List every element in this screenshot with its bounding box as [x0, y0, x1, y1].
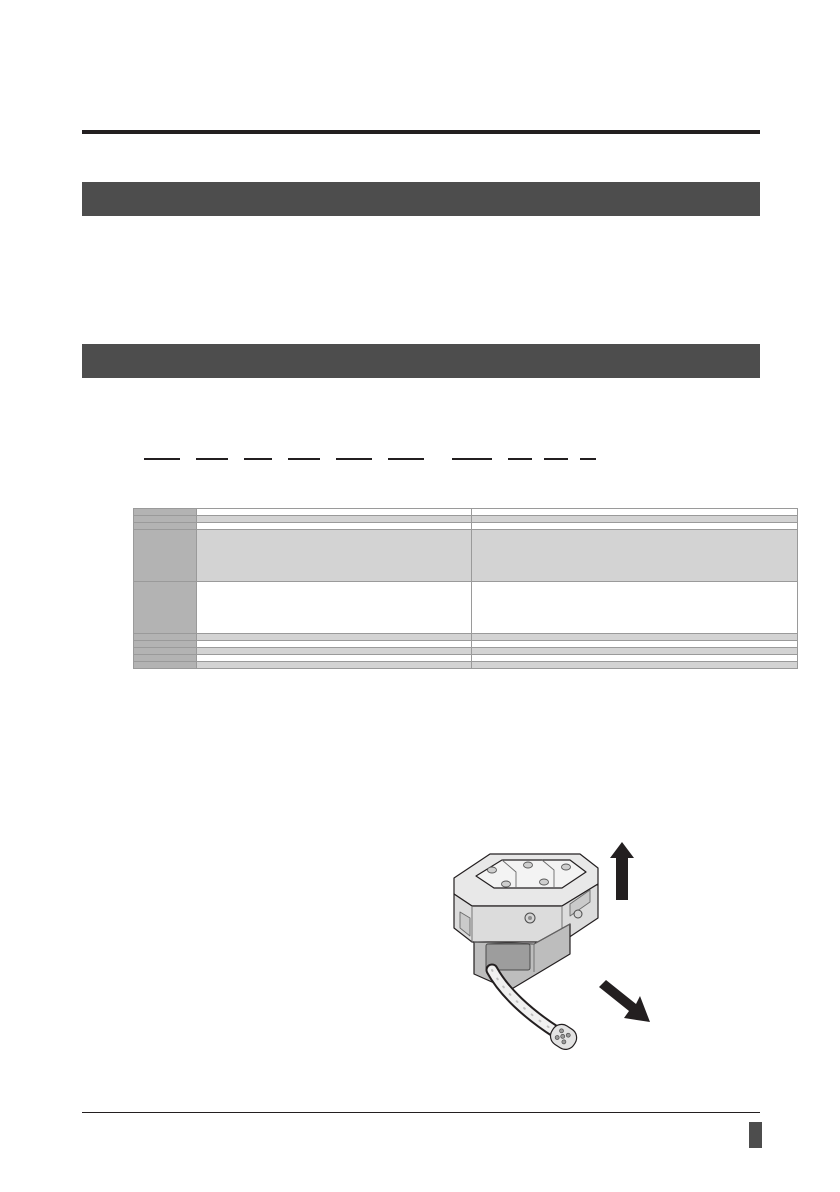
table-cell-item — [197, 655, 472, 662]
header-rule — [82, 130, 760, 134]
table-cell-value — [472, 655, 798, 662]
table-cell-value — [472, 516, 798, 523]
table-cell-item — [197, 641, 472, 648]
table-row — [134, 523, 798, 530]
table-row — [134, 648, 798, 655]
model-code-segment — [508, 458, 532, 460]
table-row — [134, 516, 798, 523]
table-cell-index — [134, 662, 197, 669]
model-code-row — [140, 430, 700, 460]
model-code-segment — [144, 458, 180, 460]
product-illustration — [430, 832, 670, 1062]
table-cell-item — [197, 582, 472, 634]
table-cell-index — [134, 523, 197, 530]
section-heading-bar-2 — [82, 344, 760, 378]
table-row — [134, 509, 798, 516]
model-code-segment — [336, 458, 372, 460]
table-cell-index — [134, 655, 197, 662]
arrow-up-icon — [610, 842, 634, 900]
linear-actuator-diagram — [430, 832, 670, 1062]
table-cell-item — [197, 634, 472, 641]
specification-table — [133, 508, 798, 669]
model-code-segment — [288, 458, 320, 460]
table-row — [134, 655, 798, 662]
table-cell-item — [197, 523, 472, 530]
table-cell-index — [134, 641, 197, 648]
model-code-segment — [452, 458, 492, 460]
section-heading-bar-1 — [82, 182, 760, 216]
table-cell-index — [134, 516, 197, 523]
table-cell-index — [134, 509, 197, 516]
model-code-segment — [196, 458, 228, 460]
model-code-segment — [244, 458, 272, 460]
table-row — [134, 641, 798, 648]
table-cell-value — [472, 530, 798, 582]
arrow-down-right-icon — [599, 980, 650, 1022]
table-cell-index — [134, 530, 197, 582]
table-cell-value — [472, 641, 798, 648]
table-cell-item — [197, 509, 472, 516]
table-cell-item — [197, 530, 472, 582]
table-cell-item — [197, 648, 472, 655]
table-cell-item — [197, 516, 472, 523]
footer-rule — [82, 1112, 760, 1113]
table-cell-value — [472, 648, 798, 655]
table-cell-value — [472, 523, 798, 530]
table-row — [134, 530, 798, 582]
model-code-segment — [388, 458, 424, 460]
table-cell-item — [197, 662, 472, 669]
table-cell-value — [472, 509, 798, 516]
table-row — [134, 634, 798, 641]
table-cell-value — [472, 582, 798, 634]
table-cell-index — [134, 634, 197, 641]
table-cell-value — [472, 634, 798, 641]
table-cell-value — [472, 662, 798, 669]
table-row — [134, 582, 798, 634]
table-cell-index — [134, 582, 197, 634]
table-row — [134, 662, 798, 669]
table-cell-index — [134, 648, 197, 655]
footer-tab-marker — [749, 1122, 762, 1148]
model-code-segment — [580, 458, 596, 460]
model-code-segment — [544, 458, 568, 460]
